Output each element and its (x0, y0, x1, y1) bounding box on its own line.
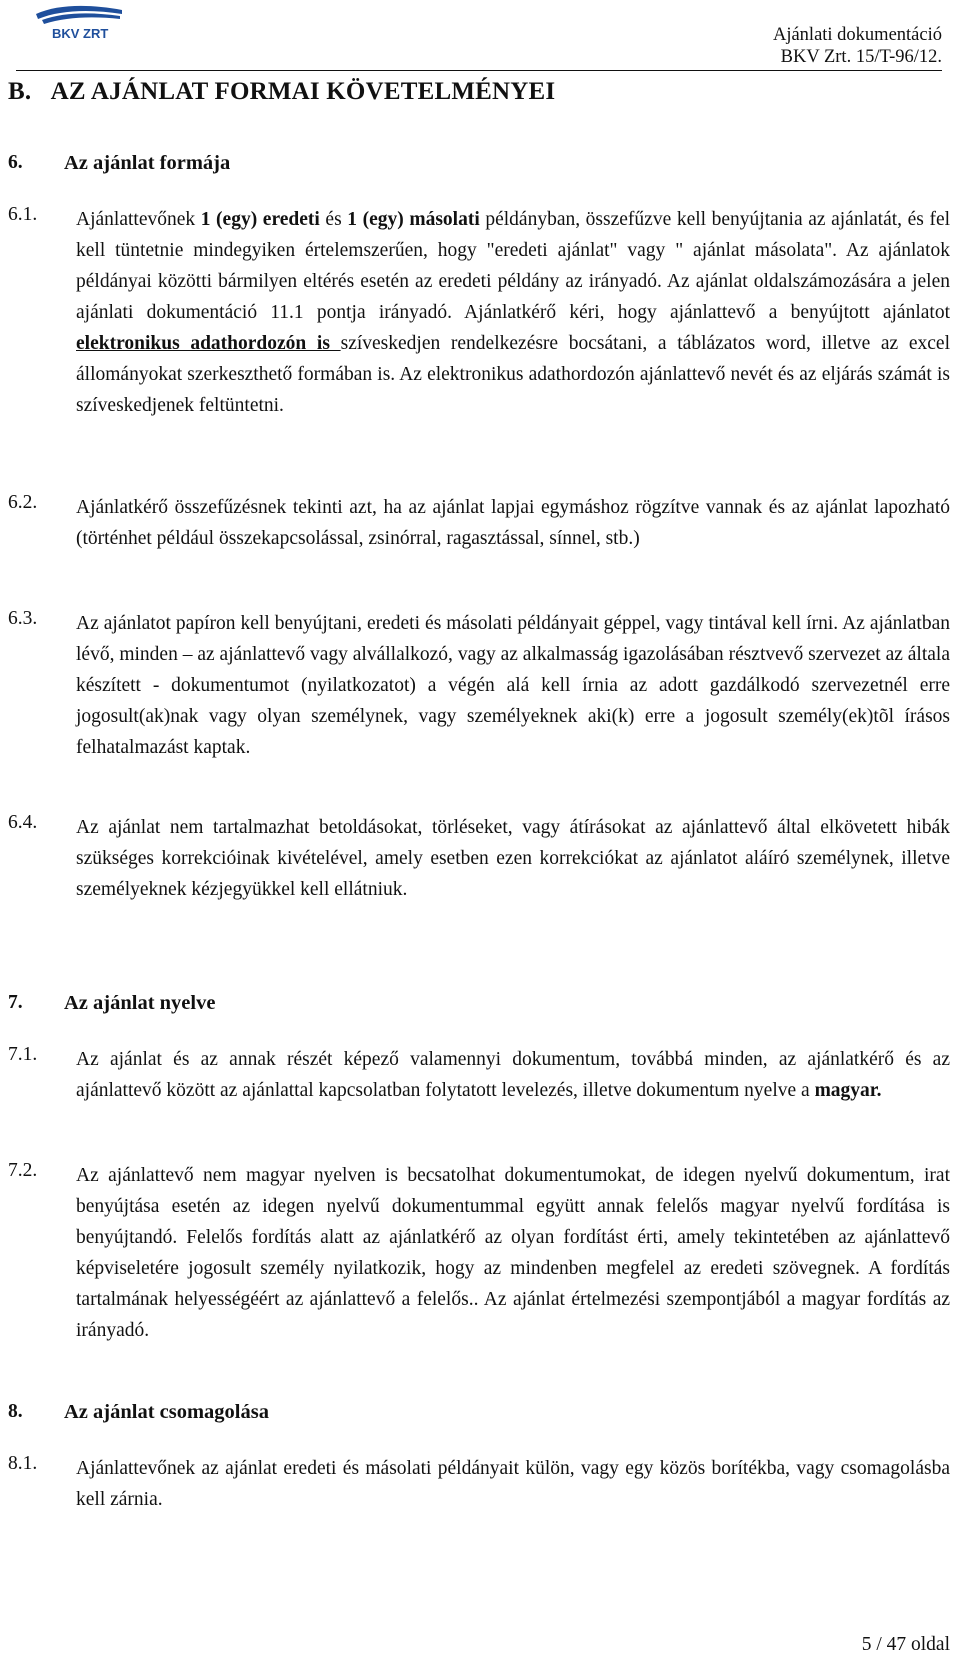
heading-6 (8, 152, 950, 175)
paragraph-6-4 (8, 812, 950, 905)
page-header (8, 0, 952, 74)
doc-title: Ajánlati dokumentáció (772, 25, 942, 45)
heading-text: Az ajánlat csomagolása (64, 1401, 269, 1423)
paragraph-text: Az ajánlatot papíron kell benyújtani, eredeti és másolati példányait géppel, vagy tintával kell írni. Az ajánlatban lévő, minden – az ajánlattevő vagy alvállalkozó, vagy az alkalmasság igazolásában résztvevő szervezet az általa készített - dokumentumot (nyilatkozatot) a végén alá kell írnia az adott gazdálkodó szervezetnél erre jogosult(ak)nak vagy olyan személynek, vagy személyeknek aki(k) erre a jogosult személy(ek)tõl írásos felhatalmazást kaptak. (76, 613, 950, 758)
heading-7 (8, 992, 950, 1015)
paragraph-number: 6.1. (8, 204, 38, 225)
underlined-emphasis: elektronikus adathordozón is (76, 333, 341, 354)
paragraph-text: Ajánlatkérő összefűzésnek tekinti azt, ha az ajánlat lapjai egymáshoz rögzítve vannak és az ajánlat lapozható (történhet például összekapcsolással, zsinórral, ragasztással, sínnel, stb.) (76, 497, 950, 549)
paragraph-6-1 (8, 204, 950, 421)
heading-text: Az ajánlat formája (64, 152, 231, 174)
page-number: 5 / 47 oldal (861, 1634, 950, 1655)
paragraph-8-1 (8, 1453, 950, 1515)
doc-ref: BKV Zrt. 15/T-96/12. (780, 47, 942, 67)
paragraph-text: Az ajánlattevő nem magyar nyelven is becsatolhat dokumentumokat, de idegen nyelvű dokumentum, irat benyújtása esetén az idegen nyelvű dokumentummal együtt annak felelős magyar nyelvű fordítása is benyújtandó. Felelős fordítás alatt az ajánlatkérő az olyan fordítást érti, amely tekintetében az ajánlattevő képviseletére jogosult személy nyilatkozik, hogy az mindenben megfelel az eredeti szövegnek. A fordítás tartalmának helyességéért az ajánlattevő a felelős.. Az ajánlat értelmezési szempontjából a magyar fordítás az irányadó. (76, 1165, 950, 1341)
paragraph-7-2 (8, 1160, 950, 1346)
paragraph-number: 7.1. (8, 1044, 38, 1065)
heading-8 (8, 1401, 950, 1424)
paragraph-number: 6.2. (8, 492, 38, 513)
paragraph-number: 6.4. (8, 812, 38, 833)
paragraph-7-1 (8, 1044, 950, 1106)
paragraph-6-3 (8, 608, 950, 763)
header-meta (773, 24, 942, 68)
paragraph-text: Ajánlattevőnek az ajánlat eredeti és másolati példányait külön, vagy egy közös borítékba, vagy csomagolásba kell zárnia. (76, 1458, 950, 1510)
paragraph-text: Az ajánlat és az annak részét képező valamennyi dokumentum, továbbá minden, az ajánlatkérő és az ajánlattevő között az ajánlattal kapcsolatban folytatott levelezés, illetve dokumentum nyelve a magyar. (76, 1049, 950, 1101)
bkv-logo (30, 2, 130, 42)
heading-number: 7. (8, 992, 23, 1013)
header-divider (16, 70, 942, 71)
paragraph-number: 8.1. (8, 1453, 38, 1474)
logo-text: BKV ZRT (52, 26, 109, 41)
heading-number: 6. (8, 152, 23, 173)
heading-number: 8. (8, 1401, 23, 1422)
paragraph-number: 6.3. (8, 608, 38, 629)
paragraph-text: Ajánlattevőnek 1 (egy) eredeti és 1 (egy) másolati példányban, összefűzve kell benyújtania az ajánlatát, és fel kell tüntetnie mindegyiken értelemszerűen, hogy "eredeti ajánlat" vagy " ajánlat másolata". Az ajánlatok példányai közötti bármilyen eltérés esetén az eredeti példány az irányadó. Az ajánlat oldalszámozására a jelen ajánlati dokumentáció 11.1 pontja irányadó. Ajánlatkérő kéri, hogy ajánlattevő a benyújtott ajánlatot elektronikus adathordozón is szíveskedjen rendelkezésre bocsátani, a táblázatos word, illetve az excel állományokat szerkeszthető formában is. Az elektronikus adathordozón ajánlattevő nevét és az eljárás számát is szíveskedjenek feltüntetni. (76, 209, 951, 416)
paragraph-number: 7.2. (8, 1160, 38, 1181)
heading-text: Az ajánlat nyelve (64, 992, 216, 1014)
paragraph-text: Az ajánlat nem tartalmazhat betoldásokat, törléseket, vagy átírásokat az ajánlattevő által elkövetett hibák szükséges korrekcióinak kivételével, amely esetben ezen korrekciókat az ajánlatot aláíró személynek, illetve személyeknek kézjegyükkel kell ellátniuk. (76, 817, 950, 900)
section-title: B. AZ AJÁNLAT FORMAI KÖVETELMÉNYEI (8, 78, 556, 105)
paragraph-6-2 (8, 492, 950, 554)
